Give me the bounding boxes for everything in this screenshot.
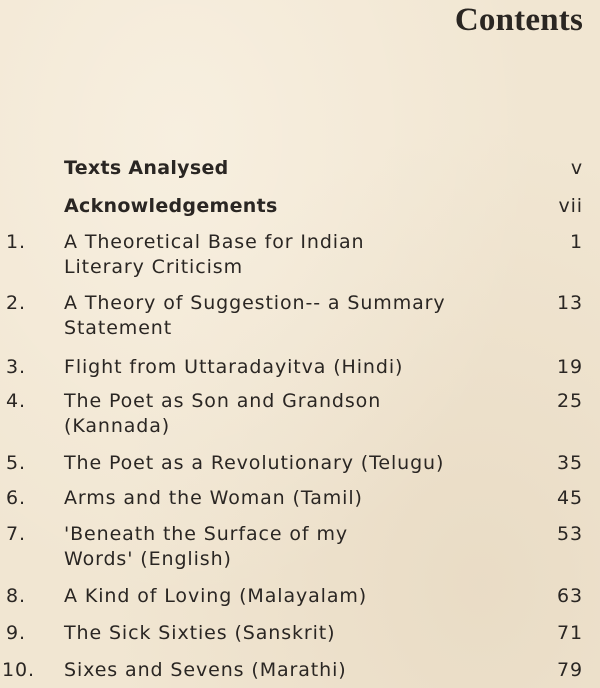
toc-entry-number: 7. (6, 523, 26, 545)
toc-entry-number: 9. (6, 622, 26, 644)
toc-entry-title: A Theoretical Base for Indian Literary Criticism (64, 231, 365, 278)
toc-entry-page: 45 (557, 487, 583, 509)
toc-entry-page: 71 (557, 622, 583, 644)
toc-entry-number: 10. (2, 659, 35, 681)
toc-entry-page: 1 (570, 231, 583, 253)
toc-entry-number: 6. (6, 487, 26, 509)
toc-entry-title: 'Beneath the Surface of my Words' (English) (64, 523, 349, 570)
toc-entry-page: 63 (557, 585, 583, 607)
toc-entry-number: 5. (6, 452, 26, 474)
toc-entry-title: Texts Analysed (64, 157, 229, 179)
toc-entry-title: Sixes and Sevens (Marathi) (64, 659, 347, 681)
page-title: Contents (454, 2, 583, 38)
toc-entry-page: 13 (557, 292, 583, 314)
toc-entry-page: v (570, 157, 583, 179)
toc-entry-title: The Sick Sixties (Sanskrit) (64, 622, 336, 644)
toc-entry-number: 1. (6, 231, 26, 253)
toc-entry-number: 4. (6, 390, 26, 412)
toc-entry-page: 53 (557, 523, 583, 545)
toc-entry-title: The Poet as a Revolutionary (Telugu) (64, 452, 445, 474)
toc-entry-title: Arms and the Woman (Tamil) (64, 487, 363, 509)
toc-entry-page: 25 (557, 390, 583, 412)
toc-entry-title: A Theory of Suggestion-- a Summary Statement (64, 292, 446, 339)
toc-entry-title: The Poet as Son and Grandson (Kannada) (64, 390, 382, 437)
toc-entry-page: 35 (557, 452, 583, 474)
toc-entry-title: A Kind of Loving (Malayalam) (64, 585, 368, 607)
toc-entry-title: Flight from Uttaradayitva (Hindi) (64, 356, 404, 378)
toc-entry-page: vii (558, 195, 583, 217)
toc-entry-number: 2. (6, 292, 26, 314)
toc-entry-page: 79 (557, 659, 583, 681)
toc-entry-number: 8. (6, 585, 26, 607)
toc-entry-number: 3. (6, 356, 26, 378)
toc-entry-page: 19 (557, 356, 583, 378)
toc-entry-title: Acknowledgements (64, 195, 278, 217)
